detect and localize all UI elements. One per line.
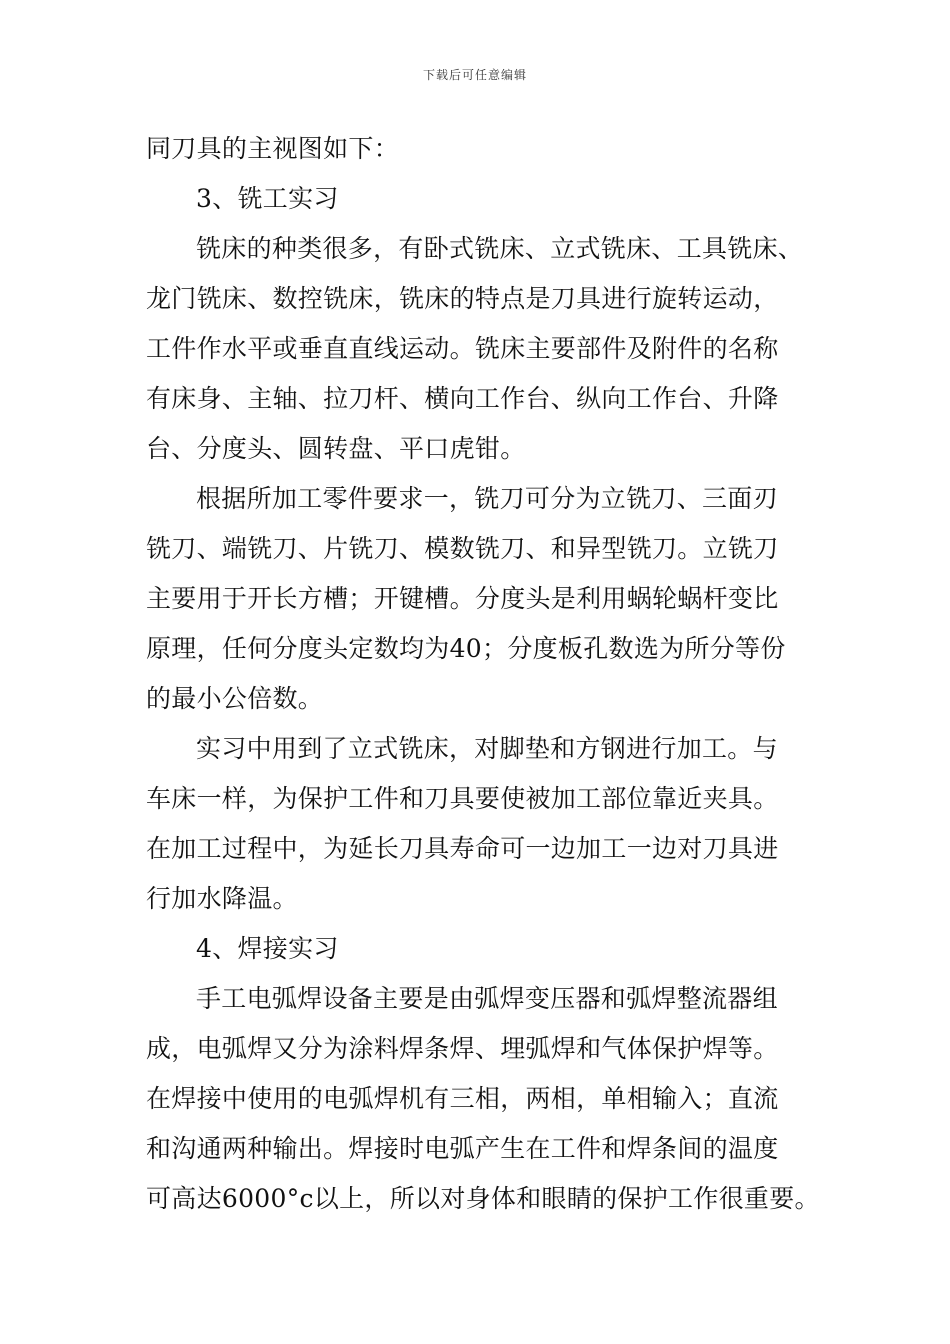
text-line-15: 在加工过程中，为延长刀具寿命可一边加工一边对刀具进 — [146, 834, 779, 863]
paragraph-start-milling-types: 铣床的种类很多，有卧式铣床、立式铣床、工具铣床、 — [196, 234, 804, 263]
document-body — [146, 124, 826, 1224]
text-line-10: 主要用于开长方槽；开键槽。分度头是利用蜗轮蜗杆变比 — [146, 584, 779, 613]
text-line-14: 车床一样，为保护工件和刀具要使被加工部位靠近夹具。 — [146, 784, 779, 813]
section-heading-milling: 3、铣工实习 — [196, 184, 339, 213]
text-line-21: 和沟通两种输出。焊接时电弧产生在工件和焊条间的温度 — [146, 1134, 779, 1163]
text-line-7: 台、分度头、圆转盘、平口虎钳。 — [146, 434, 526, 463]
text-line-11: 原理，任何分度头定数均为40；分度板孔数选为所分等份 — [146, 634, 786, 663]
text-line-22: 可高达6000°c以上，所以对身体和眼睛的保护工作很重要。 — [146, 1184, 820, 1213]
text-line-1: 同刀具的主视图如下： — [146, 134, 400, 163]
paragraph-start-welding: 手工电弧焊设备主要是由弧焊变压器和弧焊整流器组 — [196, 984, 778, 1013]
text-line-16: 行加水降温。 — [146, 884, 298, 913]
paragraph-start-cutters: 根据所加工零件要求一，铣刀可分为立铣刀、三面刃 — [196, 484, 778, 513]
text-line-20: 在焊接中使用的电弧焊机有三相，两相，单相输入；直流 — [146, 1084, 779, 1113]
text-line-6: 有床身、主轴、拉刀杆、横向工作台、纵向工作台、升降 — [146, 384, 779, 413]
text-line-4: 龙门铣床、数控铣床，铣床的特点是刀具进行旋转运动， — [146, 284, 779, 313]
text-line-9: 铣刀、端铣刀、片铣刀、模数铣刀、和异型铣刀。立铣刀 — [146, 534, 779, 563]
section-heading-welding: 4、焊接实习 — [196, 934, 339, 963]
paragraph-start-practice: 实习中用到了立式铣床，对脚垫和方钢进行加工。与 — [196, 734, 778, 763]
text-line-5: 工件作水平或垂直直线运动。铣床主要部件及附件的名称 — [146, 334, 779, 363]
text-line-12: 的最小公倍数。 — [146, 684, 324, 713]
text-line-19: 成，电弧焊又分为涂料焊条焊、埋弧焊和气体保护焊等。 — [146, 1034, 779, 1063]
header-note: 下载后可任意编辑 — [422, 68, 527, 82]
